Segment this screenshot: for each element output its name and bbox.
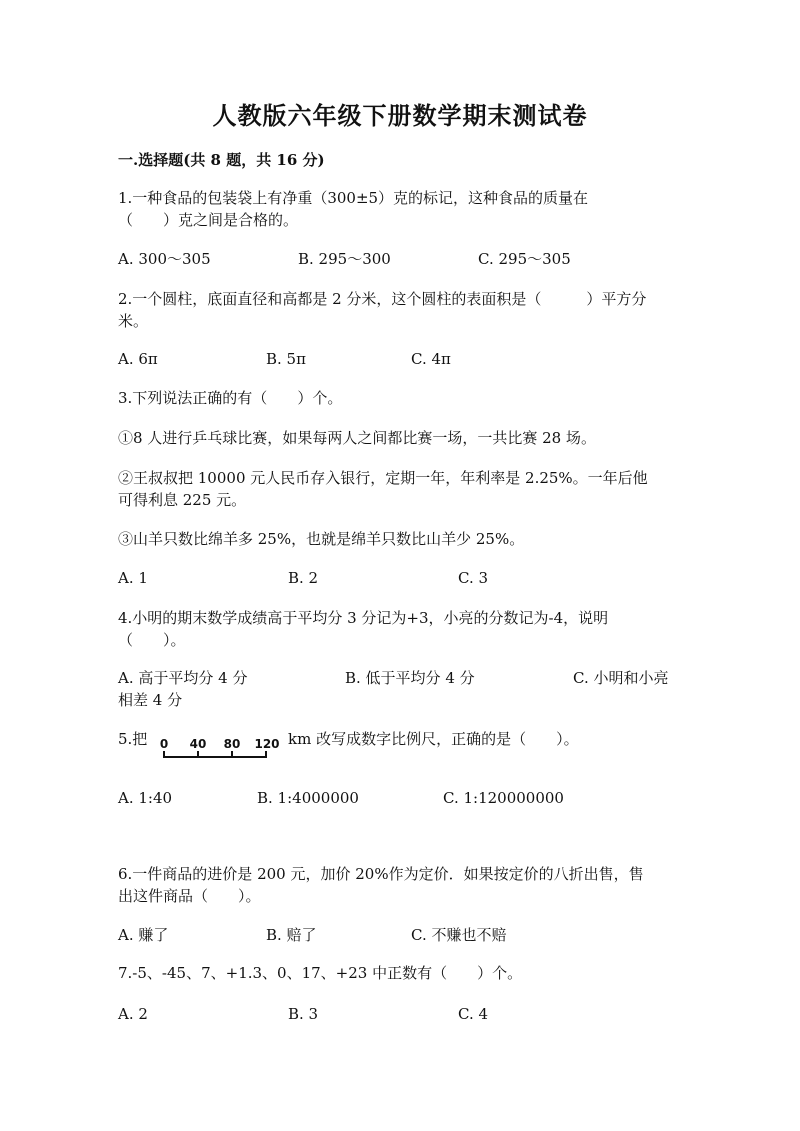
q3-stem: 3.下列说法正确的有（ ）个。: [118, 389, 343, 407]
q1-option-c: C. 295～305: [478, 250, 571, 268]
line-scale-figure: [156, 737, 284, 763]
section-heading: 一.选择题(共 8 题，共 16 分): [118, 151, 325, 169]
q5-option-a: A. 1:40: [118, 789, 173, 807]
q4-stem-line2: （ ）。: [118, 631, 186, 649]
q1-stem-line1: 1.一种食品的包装袋上有净重（300±5）克的标记，这种食品的质量在: [118, 189, 589, 207]
scale-label-40: 40: [189, 737, 207, 751]
q2-option-b: B. 5π: [266, 350, 306, 368]
q3-statement-1: ①8 人进行乒乓球比赛，如果每两人之间都比赛一场，一共比赛 28 场。: [118, 429, 596, 447]
q3-option-c: C. 3: [458, 569, 489, 587]
q2-option-c: C. 4π: [411, 350, 451, 368]
scale-label-120: 120: [254, 737, 280, 751]
q4-option-a: A. 高于平均分 4 分: [118, 669, 248, 687]
scale-label-80: 80: [223, 737, 241, 751]
scale-label-0: 0: [159, 737, 169, 751]
q2-option-a: A. 6π: [118, 350, 158, 368]
q6-option-a: A. 赚了: [118, 926, 169, 944]
q4-option-b: B. 低于平均分 4 分: [345, 669, 475, 687]
q1-option-b: B. 295～300: [298, 250, 391, 268]
q4-option-c-line2: 相差 4 分: [118, 691, 183, 709]
q2-stem-line2: 米。: [118, 312, 149, 330]
q4-option-c: C. 小明和小亮: [573, 669, 669, 687]
q5-suffix: km 改写成数字比例尺，正确的是（ ）。: [288, 730, 579, 748]
q7-option-c: C. 4: [458, 1005, 489, 1023]
q6-stem-line2: 出这件商品（ ）。: [118, 887, 261, 905]
q7-option-a: A. 2: [118, 1005, 148, 1023]
q3-statement-2-line1: ②王叔叔把 10000 元人民币存入银行，定期一年，年利率是 2.25%。一年后他: [118, 469, 648, 487]
q1-stem-line2: （ ）克之间是合格的。: [118, 211, 299, 229]
q3-statement-3: ③山羊只数比绵羊多 25%，也就是绵羊只数比山羊少 25%。: [118, 530, 525, 548]
q3-statement-2-line2: 可得利息 225 元。: [118, 491, 247, 509]
q5-prefix: 5.把: [118, 730, 148, 748]
q7-option-b: B. 3: [288, 1005, 319, 1023]
q3-option-b: B. 2: [288, 569, 319, 587]
q2-stem-line1: 2.一个圆柱，底面直径和高都是 2 分米，这个圆柱的表面积是（ ）平方分: [118, 290, 647, 308]
q6-stem-line1: 6.一件商品的进价是 200 元，加价 20%作为定价．如果按定价的八折出售，售: [118, 865, 644, 883]
q7-stem: 7.-5、-45、7、+1.3、0、17、+23 中正数有（ ）个。: [118, 964, 523, 982]
q4-stem-line1: 4.小明的期末数学成绩高于平均分 3 分记为+3，小亮的分数记为-4，说明: [118, 609, 609, 627]
page-title: 人教版六年级下册数学期末测试卷: [212, 101, 588, 130]
q5-option-b: B. 1:4000000: [257, 789, 359, 807]
q3-option-a: A. 1: [118, 569, 148, 587]
q1-option-a: A. 300～305: [118, 250, 211, 268]
q6-option-c: C. 不赚也不赔: [411, 926, 507, 944]
q6-option-b: B. 赔了: [266, 926, 317, 944]
q5-option-c: C. 1:120000000: [443, 789, 564, 807]
